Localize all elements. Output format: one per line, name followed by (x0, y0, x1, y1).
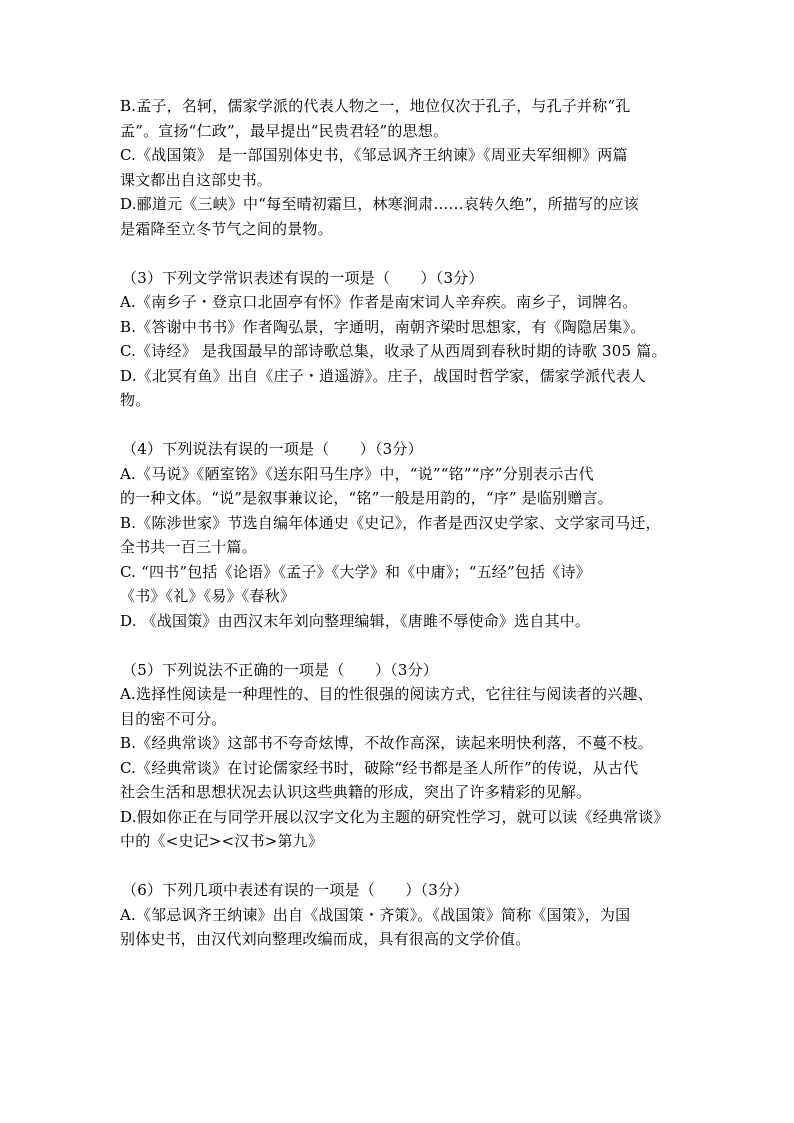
option-b-line-1: B.孟子，名轲，儒家学派的代表人物之一，地位仅次于孔子，与孔子并称“孔 (120, 97, 631, 115)
question-6 (120, 878, 680, 952)
question-4-option-c-line-1: C. “四书”包括《论语》《孟子》《大学》和《中庸》；“五经”包括《诗》 (120, 562, 591, 581)
question-4-option-b-line-1: B.《陈涉世家》节选自编年体通史《史记》，作者是西汉史学家、文学家司马迁， (120, 513, 661, 532)
option-c-line-1: C.《战国策》 是一部国别体史书，《邹忌讽齐王纳谏》《周亚夫军细柳》两篇 (120, 146, 628, 164)
spacer (120, 633, 680, 658)
question-6-option-a-line-1: A.《邹忌讽齐王纳谏》出自《战国策・齐策》。《战国策》简称《国策》，为国 (120, 905, 631, 924)
question-5-option-c-line-2: 社会生活和思想状况去认识这些典籍的形成，突出了许多精彩的见解。 (120, 783, 592, 801)
spacer (120, 854, 680, 879)
question-5-option-a-line-1: A.选择性阅读是一种理性的、目的性很强的阅读方式，它往往与阅读者的兴趣、 (120, 685, 653, 703)
question-3-option-b: B.《答谢中书书》作者陶弘景，字通明，南朝齐梁时思想家，有《陶隐居集》。 (120, 317, 646, 336)
question-5 (120, 658, 680, 854)
question-4-option-c-line-2: 《书》《礼》《易》《春秋》 (120, 587, 296, 605)
question-4-title: （4）下列说法有误的一项是（ ）（3分） (122, 440, 423, 458)
question-5-option-c-line-1: C.《经典常谈》在讨论儒家经书时，破除“经书都是圣人所作”的传说，从古代 (120, 758, 639, 777)
spacer (120, 241, 680, 266)
spacer (120, 413, 680, 438)
question-2-options-continued (120, 94, 680, 241)
question-4-option-a-line-1: A.《马说》《陋室铭》《送东阳马生序》中，“说”“铭”“序”分别表示古代 (120, 464, 594, 483)
question-5-option-d-line-1: D.假如你正在与同学开展以汉字文化为主题的研究性学习，就可以读《经典常谈》 (120, 807, 669, 826)
question-3-title: （3）下列文学常识表述有误的一项是（ ）（3分） (122, 268, 484, 287)
question-5-title: （5）下列说法不正确的一项是（ ）（3分） (122, 660, 438, 679)
option-c-line-2: 课文都出自这部史书。 (120, 170, 273, 189)
question-4-option-a-line-2: 的一种文体。“说”是叙事兼议论，“铭”一般是用韵的，“序” 是临别赠言。 (120, 489, 613, 507)
question-3-option-d-line-1: D.《北冥有鱼》出自《庄子・逍遥游》。庄子，战国时哲学家，儒家学派代表人 (120, 366, 646, 385)
question-4 (120, 437, 680, 633)
option-b-line-2: 孟”。宣扬“仁政”，最早提出“民贵君轻”的思想。 (120, 121, 449, 140)
question-5-option-b: B.《经典常谈》这部书不夸奇炫博，不故作高深，读起来明快利落，不蔓不枝。 (120, 734, 653, 752)
question-3-option-a: A.《南乡子・登京口北固亭有怀》作者是南宋词人辛弃疾。南乡子，词牌名。 (120, 293, 638, 311)
question-3 (120, 266, 680, 413)
option-d-line-1: D.郦道元《三峡》中“每至晴初霜旦，林寒涧肃……哀转久绝”，所描写的应该 (120, 195, 639, 213)
question-3-option-d-line-2: 物。 (120, 391, 151, 409)
document-page (120, 94, 680, 952)
question-4-option-d: D. 《战国策》由西汉末年刘向整理编辑，《唐雎不辱使命》选自其中。 (120, 611, 591, 630)
question-5-option-a-line-2: 目的密不可分。 (120, 709, 227, 728)
question-4-option-b-line-2: 全书共一百三十篇。 (120, 538, 257, 556)
question-5-option-d-line-2: 中的《<史记><汉书>第九》 (120, 832, 324, 850)
question-6-option-a-line-2: 别体史书，由汉代刘向整理改编而成，具有很高的文学价值。 (120, 930, 531, 948)
option-d-line-2: 是霜降至立冬节气之间的景物。 (120, 219, 333, 238)
question-6-title: （6）下列几项中表述有误的一项是（ ）（3分） (122, 881, 469, 899)
question-3-option-c: C.《诗经》 是我国最早的部诗歌总集，收录了从西周到春秋时期的诗歌 305 篇。 (120, 342, 667, 360)
